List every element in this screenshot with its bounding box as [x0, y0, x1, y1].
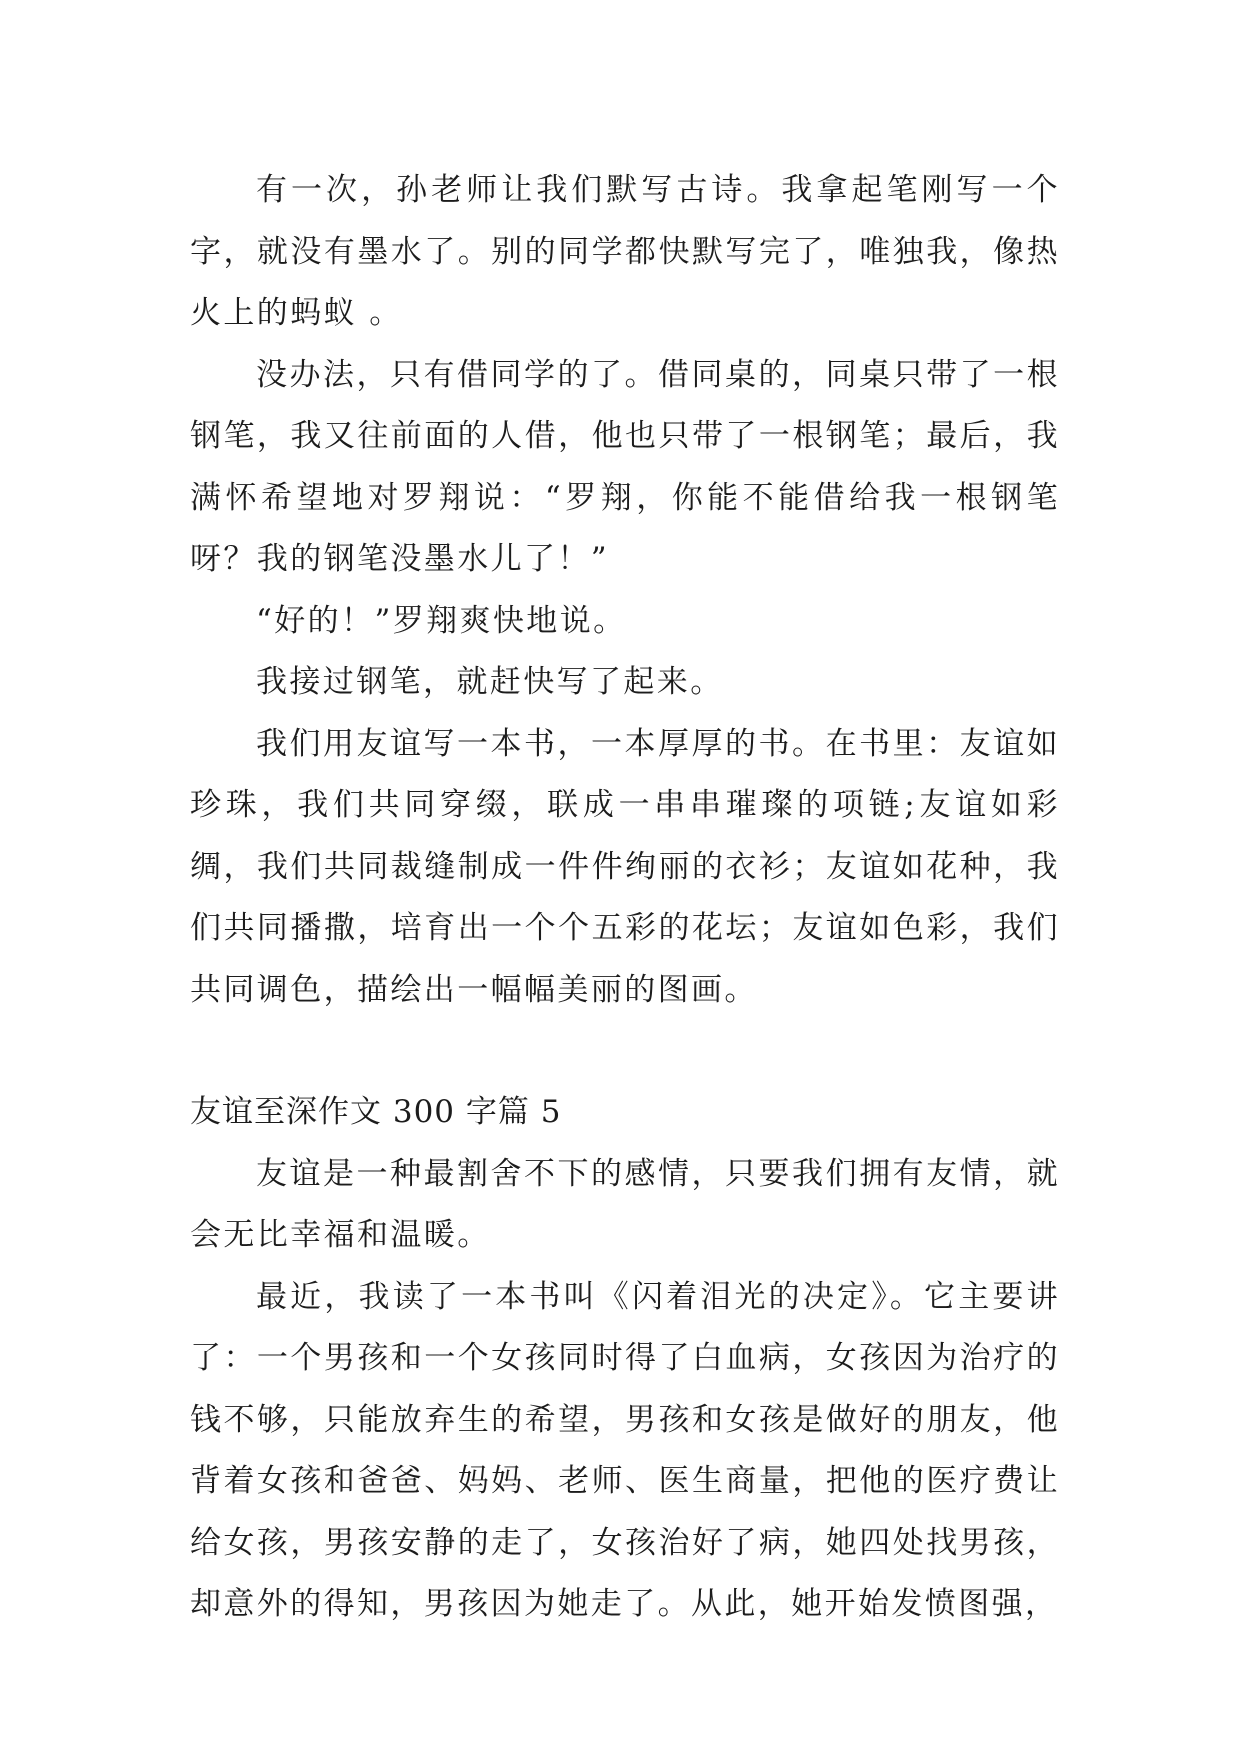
paragraph-friendship-book: 我们用友谊写一本书，一本厚厚的书。在书里：友谊如珍珠，我们共同穿缀，联成一串串璀璨的项链;友谊如彩绸，我们共同裁缝制成一件件绚丽的衣衫；友谊如花种，我们共同播撒，培育出一个个五彩的花坛；友谊如色彩，我们共同调色，描绘出一幅幅美丽的图画。: [190, 725, 1060, 1008]
paragraph-friendship-feeling: 友谊是一种最割舍不下的感情，只要我们拥有友情，就会无比幸福和温暖。: [190, 1155, 1060, 1253]
paragraph-borrow-pen-intro: 有一次，孙老师让我们默写古诗。我拿起笔刚写一个字，就没有墨水了。别的同学都快默写完了，唯独我，像热火上的蚂蚁 。: [190, 172, 1060, 331]
section-heading: 友谊至深作文 300 字篇 5: [190, 1094, 562, 1130]
paragraph-book-summary: 最近，我读了一本书叫《闪着泪光的决定》。它主要讲了：一个男孩和一个女孩同时得了白血病，女孩因为治疗的钱不够，只能放弃生的希望，男孩和女孩是做好的朋友，他背着女孩和爸爸、妈妈、老师、医生商量，把他的医疗费让给女孩，男孩安静的走了，女孩治好了病，她四处找男孩，却意外的得知，男孩因为她走了。从此，她开始发愤图强，: [190, 1278, 1060, 1622]
paragraph-luo-xiang-reply: “好的！”罗翔爽快地说。: [256, 602, 627, 639]
paragraph-start-writing: 我接过钢笔，就赶快写了起来。: [256, 664, 724, 700]
paragraph-borrow-pen-attempts: 没办法，只有借同学的了。借同桌的，同桌只带了一根钢笔，我又往前面的人借，他也只带了一根钢笔；最后，我满怀希望地对罗翔说：“罗翔，你能不能借给我一根钢笔呀？我的钢笔没墨水儿了！”: [190, 356, 1060, 577]
document-body: [190, 160, 1060, 1636]
